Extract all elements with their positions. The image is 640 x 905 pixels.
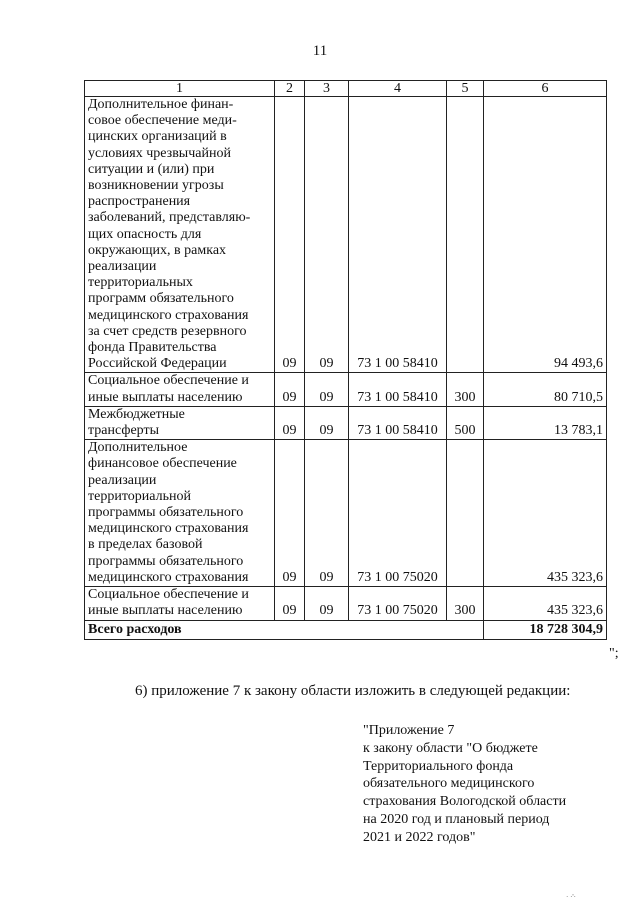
total-row xyxy=(85,620,607,639)
table-row xyxy=(85,440,607,587)
row-expense-type: 500 xyxy=(447,406,484,439)
total-amount: 18 728 304,9 xyxy=(484,620,607,639)
row-name: Дополнительное финан- совое обеспечение меди- цинских организаций в условиях чрезвычайной ситуации и (или) при возникновении угрозы распространения заболеваний, представляю- щих опасность для окружающих, в рамках реализации территориальных программ обязательного медицинского страхования за счет средств резервного фонда Правительства Российской Федерации xyxy=(85,97,275,373)
row-name: Дополнительное финансовое обеспечение реализации территориальной программы обязательного медицинского страхования в пределах базовой программы обязательного медицинского страхования xyxy=(85,440,275,587)
row-target-code: 73 1 00 75020 xyxy=(349,440,447,587)
row-amount: 435 323,6 xyxy=(484,587,607,620)
row-target-code: 73 1 00 75020 xyxy=(349,587,447,620)
scan-corner-mark: · ·'· xyxy=(566,893,577,901)
row-section: 09 xyxy=(275,373,305,406)
page-number: 11 xyxy=(312,43,328,59)
amendment-instruction: 6) приложение 7 к закону области изложить в следующей редакции: xyxy=(135,683,571,699)
row-subsection: 09 xyxy=(305,406,349,439)
row-expense-type xyxy=(447,97,484,373)
table-row xyxy=(85,97,607,373)
row-section: 09 xyxy=(275,587,305,620)
row-section: 09 xyxy=(275,406,305,439)
header-cell-5: 5 xyxy=(447,81,484,97)
table-header-row xyxy=(85,81,607,97)
appendix-heading: "Приложение 7 к закону области "О бюджете Территориального фонда обязательного медицинского страхования Вологодской области на 2020 год и плановый период 2021 и 2022 годов" xyxy=(363,723,567,845)
budget-table xyxy=(84,80,607,640)
row-subsection: 09 xyxy=(305,587,349,620)
closing-quote-mark: "; xyxy=(609,646,619,661)
row-subsection: 09 xyxy=(305,440,349,587)
table-row xyxy=(85,373,607,406)
total-label: Всего расходов xyxy=(85,620,484,639)
row-target-code: 73 1 00 58410 xyxy=(349,406,447,439)
row-amount: 94 493,6 xyxy=(484,97,607,373)
header-cell-6: 6 xyxy=(484,81,607,97)
row-target-code: 73 1 00 58410 xyxy=(349,373,447,406)
table-row xyxy=(85,406,607,439)
row-amount: 13 783,1 xyxy=(484,406,607,439)
table-row xyxy=(85,587,607,620)
row-subsection: 09 xyxy=(305,373,349,406)
row-target-code: 73 1 00 58410 xyxy=(349,97,447,373)
row-expense-type: 300 xyxy=(447,587,484,620)
header-cell-1: 1 xyxy=(85,81,275,97)
row-section: 09 xyxy=(275,97,305,373)
header-cell-2: 2 xyxy=(275,81,305,97)
row-amount: 80 710,5 xyxy=(484,373,607,406)
row-amount: 435 323,6 xyxy=(484,440,607,587)
row-subsection: 09 xyxy=(305,97,349,373)
header-cell-4: 4 xyxy=(349,81,447,97)
row-section: 09 xyxy=(275,440,305,587)
header-cell-3: 3 xyxy=(305,81,349,97)
row-name: Социальное обеспечение и иные выплаты населению xyxy=(85,587,275,620)
row-expense-type xyxy=(447,440,484,587)
row-expense-type: 300 xyxy=(447,373,484,406)
row-name: Социальное обеспечение и иные выплаты населению xyxy=(85,373,275,406)
row-name: Межбюджетные трансферты xyxy=(85,406,275,439)
